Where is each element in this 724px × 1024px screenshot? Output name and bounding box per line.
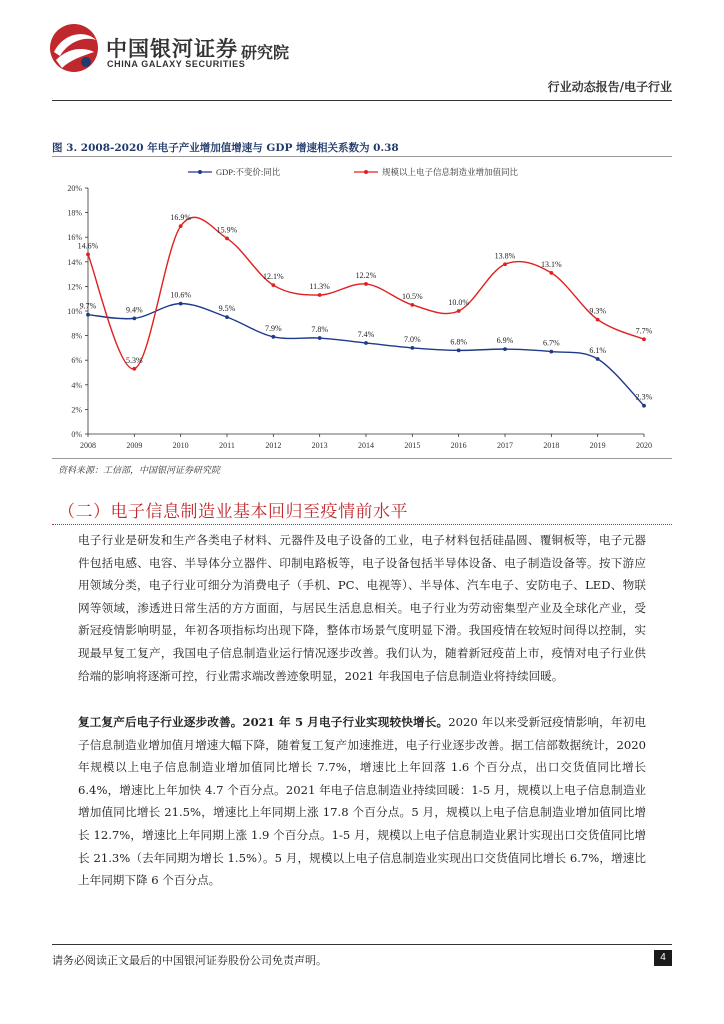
y-tick-label: 4% — [71, 380, 82, 390]
data-label: 15.9% — [216, 225, 238, 235]
x-tick-label: 2013 — [311, 441, 328, 450]
data-point — [86, 253, 90, 257]
x-tick-label: 2015 — [404, 441, 421, 450]
data-label: 6.7% — [542, 338, 560, 348]
data-point — [642, 404, 646, 408]
logo-icon — [46, 22, 102, 74]
y-tick-label: 10% — [67, 307, 82, 316]
y-tick-label: 18% — [67, 208, 82, 218]
data-label: 6.9% — [496, 336, 514, 346]
data-label: 5.3% — [125, 355, 143, 365]
data-point — [225, 237, 229, 241]
x-tick-label: 2011 — [219, 441, 235, 450]
chart-legend — [188, 167, 519, 177]
figure-title: 图 3. 2008-2020 年电子产业增加值增速与 GDP 增速相关系数为 0.38 — [52, 142, 399, 154]
x-tick-label: 2009 — [126, 441, 143, 450]
x-tick-label: 2020 — [636, 441, 652, 450]
data-label: 7.8% — [311, 325, 329, 335]
data-point — [132, 316, 136, 320]
data-label: 12.2% — [355, 270, 377, 280]
legend-marker-gdp — [198, 170, 202, 174]
y-tick-label: 14% — [67, 257, 82, 267]
footer-disclaimer: 请务必阅读正文最后的中国银河证券股份公司免责声明。 — [52, 954, 327, 967]
data-label: 16.9% — [170, 213, 192, 223]
x-tick-label: 2017 — [497, 441, 513, 450]
report-type: 行业动态报告/电子行业 — [547, 80, 672, 94]
data-point — [318, 336, 322, 340]
x-tick-label: 2012 — [265, 441, 282, 450]
data-label: 6.8% — [450, 337, 468, 347]
data-point — [596, 357, 600, 361]
x-tick-label: 2018 — [543, 441, 560, 450]
y-tick-label: 0% — [71, 430, 82, 439]
data-label: 10.5% — [401, 291, 423, 301]
data-point — [179, 302, 183, 306]
data-point — [549, 350, 553, 354]
data-label: 10.6% — [170, 290, 192, 300]
data-point — [318, 293, 322, 297]
legend-marker-elec — [364, 170, 368, 174]
data-label: 9.3% — [589, 306, 607, 316]
x-tick-label: 2010 — [172, 441, 189, 450]
data-point — [364, 341, 368, 345]
data-point — [596, 318, 600, 322]
data-point — [271, 283, 275, 287]
data-label: 7.4% — [357, 329, 375, 339]
data-label: 13.1% — [540, 259, 562, 269]
paragraph-2-body: 2020 年以来受新冠疫情影响，年初电子信息制造业增加值月增速大幅下降，随着复工复产加速推进，电子行业逐步改善。据工信部数据统计，2020 年规模以上电子信息制造业增加值同比增长 7.7%，增速比上年回落 1.6 个百分点，出口交货值同比增长 6.4%，增速比上年加快 4.7 个百分点。2021 年电子信息制造业持续回暖：1-5 月，规模以上电子信息制造业增加值同比增长 21.5%，增速比上年同期上涨 17.8 个百分点。5 月，规模以上电子信息制造业增加值同比增长 12.7%，增速比上年同期上涨 1.9 个百分点。1-5 月，规模以上电子信息制造业累计实现出口交货值同比增长 21.3%（去年同期为增长 1.5%）。5 月，规模以上电子信息制造业实现出口交货值同比增长 6.7%，增速比上年同期下降 6 个百分点。 — [78, 715, 646, 888]
figure-source: 资料来源：工信部，中国银河证券研究院 — [58, 466, 221, 476]
y-tick-label: 16% — [67, 233, 82, 243]
figure-top-rule — [52, 156, 672, 157]
data-label: 9.5% — [218, 304, 236, 314]
data-label: 7.7% — [635, 326, 653, 336]
line-chart — [52, 158, 672, 458]
data-point — [410, 303, 414, 307]
data-point — [457, 348, 461, 352]
data-point — [410, 346, 414, 350]
brand-name-cn: 中国银河证券 — [106, 37, 238, 61]
data-label: 10.0% — [448, 298, 470, 307]
y-tick-label: 12% — [67, 282, 82, 292]
data-point — [642, 337, 646, 341]
data-point — [503, 262, 507, 266]
data-point — [549, 271, 553, 275]
page-number: 4 — [654, 950, 672, 966]
footer-divider — [52, 944, 672, 945]
y-tick-label: 6% — [71, 356, 82, 366]
brand-institute: 研究院 — [241, 43, 290, 62]
data-point — [225, 315, 229, 319]
data-point — [457, 309, 461, 313]
paragraph-1: 电子行业是研发和生产各类电子材料、元器件及电子设备的工业，电子材料包括硅晶圆、覆铜板等，电子元器件包括电感、电容、半导体分立器件、印制电路板等，电子设备包括半导体设备、电子制造设备等。按下游应用领域分类，电子行业可细分为消费电子（手机、PC、电视等）、半导体、汽车电子、安防电子、LED、物联网等领域，渗透进日常生活的方方面面，与居民生活息息相关。电子行业为劳动密集型产业及全球化产业，受新冠疫情影响明显，年初各项指标均出现下降，整体市场景气度明显下滑。我国疫情在较短时间得以控制，实现最早复工复产，我国电子信息制造业运行情况逐步改善。我们认为，随着新冠疫苗上市，疫情对电子行业供给端的影响将逐渐可控，行业需求端改善迹象明显，2021 年我国电子信息制造业将持续回暖。 — [78, 533, 646, 683]
header-divider — [52, 100, 672, 101]
x-tick-label: 2014 — [358, 441, 374, 450]
data-point — [271, 335, 275, 339]
y-tick-label: 8% — [71, 331, 82, 341]
series-line-0 — [88, 304, 644, 406]
data-point — [364, 282, 368, 286]
data-label: 13.8% — [494, 251, 516, 261]
data-label: 7.9% — [264, 323, 282, 333]
legend-label-gdp: GDP:不变价:同比 — [216, 167, 281, 177]
x-tick-label: 2019 — [589, 441, 606, 450]
legend-label-elec: 规模以上电子信息制造业增加值同比 — [382, 167, 519, 177]
data-label: 6.1% — [589, 345, 607, 355]
y-tick-label: 2% — [71, 405, 82, 415]
data-label: 12.1% — [262, 272, 284, 282]
data-point — [179, 224, 183, 228]
data-point — [86, 313, 90, 317]
x-tick-label: 2008 — [80, 441, 96, 450]
brand-name-en: CHINA GALAXY SECURITIES — [107, 59, 246, 69]
paragraph-2-lead: 复工复产后电子行业逐步改善。2021 年 5 月电子行业实现较快增长。 — [78, 715, 449, 729]
data-point — [132, 367, 136, 371]
section-divider — [52, 524, 672, 525]
y-tick-label: 20% — [67, 184, 82, 193]
figure-bottom-rule — [52, 458, 672, 459]
data-label: 9.4% — [125, 305, 143, 315]
data-label: 9.7% — [79, 301, 97, 311]
section-title: （二）电子信息制造业基本回归至疫情前水平 — [58, 502, 408, 522]
data-point — [503, 347, 507, 351]
x-tick-label: 2016 — [450, 441, 467, 450]
data-label: 2.3% — [635, 392, 653, 402]
data-label: 11.3% — [309, 282, 330, 292]
data-label: 7.0% — [403, 334, 421, 344]
data-label: 14.6% — [77, 241, 99, 251]
paragraph-2 — [78, 711, 646, 892]
